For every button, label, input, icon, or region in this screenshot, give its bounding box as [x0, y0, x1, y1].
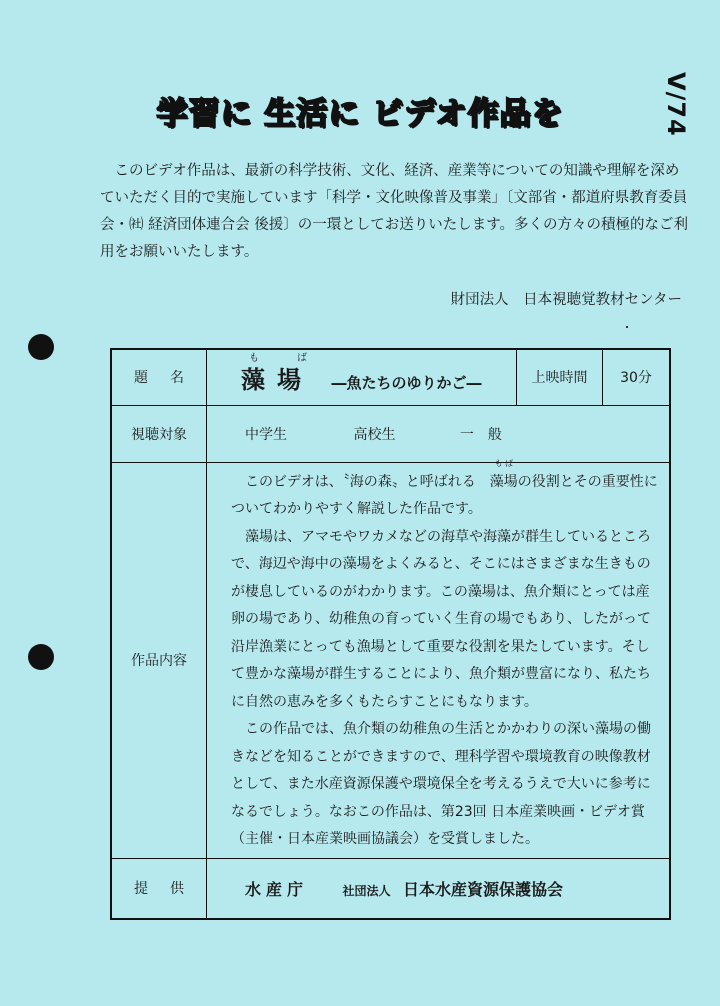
- duration-value: 30分: [603, 349, 671, 405]
- provider-agency: 水産庁: [245, 879, 309, 899]
- duration-label: 上映時間: [517, 349, 603, 405]
- provider-org-type: 社団法人: [342, 883, 391, 898]
- moba-word: 藻場: [489, 473, 518, 490]
- provider-row: [111, 858, 670, 919]
- content-paragraph-1: [231, 458, 659, 524]
- content-row: [111, 462, 670, 858]
- info-table: [110, 348, 671, 920]
- title-ruby-mo: も: [249, 352, 259, 364]
- audience-junior-high: 中学生: [245, 426, 287, 443]
- content-p1-start: このビデオは、〝海の森〟と呼ばれる: [245, 473, 476, 490]
- title-ruby-ba: ば: [297, 352, 307, 364]
- film-subtitle: ―魚たちのゆりかご―: [331, 373, 482, 392]
- organization-name: 財団法人 日本視聴覚教材センター: [450, 292, 682, 308]
- moba-ruby-reading: も ば: [494, 458, 513, 468]
- audience-general: 一 般: [459, 426, 502, 443]
- audience-cell: [207, 405, 671, 462]
- content-p1-end: の役割とその重要性についてわかりやすく解説した作品です。: [231, 473, 658, 517]
- content-paragraph-3: この作品では、魚介類の幼稚魚の生活とかかわりの深い藻場の働きなどを知ることができますので、理科学習や環境教育の映像教材として、また水産資源保護や環境保全を考えるうえで大いに参考になるでしょう。なおこの作品は、第23回 日本産業映画・ビデオ賞（主催・日本産業映画協議会）を受賞しました。: [231, 721, 651, 847]
- title-cell: [207, 349, 517, 405]
- handwritten-note: V/74: [662, 72, 690, 137]
- audience-label: 視聴対象: [111, 405, 207, 462]
- audience-high-school: 高校生: [353, 426, 396, 443]
- title-wrap: [241, 352, 313, 395]
- title-row: [111, 349, 670, 405]
- headline: 学習に 生活に ビデオ作品を: [156, 96, 564, 132]
- punch-hole-top: [28, 334, 54, 360]
- speck: [626, 326, 628, 328]
- provider-label: 提供: [111, 858, 207, 919]
- provider-cell: [207, 858, 671, 919]
- content-cell: [207, 458, 671, 858]
- content-label: 作品内容: [111, 462, 207, 858]
- moba-ruby-word: [476, 458, 518, 497]
- intro-paragraph: このビデオ作品は、最新の科学技術、文化、経済、産業等についての知識や理解を深めていただく目的で実施しています「科学・文化映像普及事業」〔文部省・都道府県教育委員会・㈳ 経済団体連合会 後援〕の一環としてお送りいたします。多くの方々の積極的なご利用をお願いいたします。: [100, 163, 689, 260]
- provider-organization: 日本水産資源保護協会: [402, 879, 563, 899]
- audience-row: [111, 405, 670, 462]
- content-paragraph-2: 藻場は、アマモやワカメなどの海草や海藻が群生しているところで、海辺や海中の藻場をよくみると、そこにはさまざまな生きものが棲息しているのがわかります。この藻場は、魚介類にとっては産卵の場であり、幼稚魚の育っていく生育の場でもあり、したがって沿岸漁業にとっても漁場として重要な役割を果たしています。そして豊かな藻場が群生することにより、魚介類が豊富になり、私たちに自然の恵みを多くもたらすことにもなります。: [231, 528, 651, 710]
- punch-hole-bottom: [28, 644, 54, 670]
- title-label: 題名: [111, 349, 207, 405]
- film-title: 藻場: [241, 365, 313, 394]
